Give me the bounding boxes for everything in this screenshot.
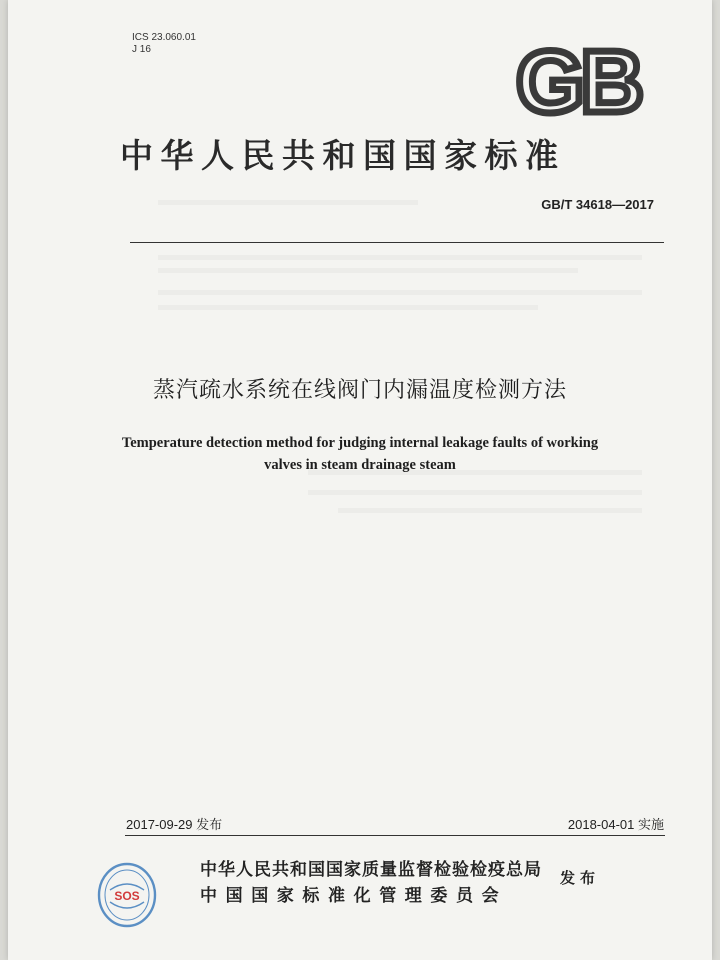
ccs-code: J 16 bbox=[132, 44, 151, 55]
gb-logo bbox=[503, 40, 653, 122]
bleed-through-line bbox=[158, 200, 418, 205]
classification-codes bbox=[132, 32, 196, 56]
bleed-through-line bbox=[158, 255, 642, 260]
footer-divider bbox=[125, 835, 665, 836]
chinese-title: 蒸汽疏水系统在线阀门内漏温度检测方法 bbox=[152, 378, 567, 403]
bleed-through-line bbox=[158, 290, 642, 295]
issuer-line1: 中华人民共和国国家质量监督检验检疫总局 bbox=[200, 860, 542, 880]
implementation-date: 2018-04-01 实施 bbox=[567, 817, 664, 832]
english-title-line2: valves in steam drainage steam bbox=[264, 457, 456, 473]
bleed-through-line bbox=[308, 490, 642, 495]
bleed-through-line bbox=[158, 268, 578, 273]
certification-seal-icon bbox=[96, 860, 158, 930]
header-divider bbox=[130, 242, 664, 243]
english-title-line1: Temperature detection method for judging internal leakage faults of working bbox=[121, 435, 599, 451]
standard-number: GB/T 34618—2017 bbox=[541, 197, 654, 212]
english-title bbox=[8, 432, 712, 476]
standard-category-title: 中华人民共和国国家标准 bbox=[120, 136, 566, 175]
issue-date: 2017-09-29 发布 bbox=[126, 817, 223, 832]
document-page bbox=[8, 0, 712, 960]
bleed-through-line bbox=[158, 305, 538, 310]
gb-logo-text: GB bbox=[516, 40, 640, 122]
seal-inner-text: SOS bbox=[114, 889, 140, 903]
publish-label: 发布 bbox=[560, 869, 601, 887]
issuer-line2: 中国国家标准化管理委员会 bbox=[200, 886, 508, 906]
bleed-through-line bbox=[338, 508, 642, 513]
ics-code: ICS 23.060.01 bbox=[132, 32, 196, 43]
